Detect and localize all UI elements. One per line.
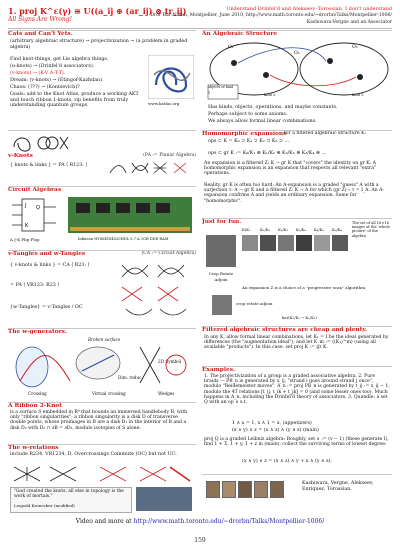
homo-lead: for a filtered algebraic structure K: xyxy=(284,131,367,136)
section-algebraic-structure xyxy=(202,30,392,131)
circuit-caption-2: Infineon HYS64T64020HDL-3.7-A 1GB DDR RAM xyxy=(78,237,169,241)
section-title: v-Tangles and w-Tangles xyxy=(8,251,86,257)
alg-label-0: O₁ xyxy=(228,45,234,50)
section-title: A Ribbon 2-Knot xyxy=(8,403,62,409)
homo-line-2: ops ⊂ gr K := K₀/K₁ ⊕ K₁/K₂ ⊕ K₂/K₃ ⊕ K₃/K₄ ⊕ … xyxy=(208,151,327,156)
ram-chip xyxy=(116,203,130,213)
alg-label-3: objects of kind 1 xyxy=(208,85,234,95)
homo-paragraph-1: An expansion is a filtered Z: K → gr K that "covers" the identity on gr K. A homomorphic expansion is an expansion that respects all relevant "extra" operations. xyxy=(204,161,377,177)
poster-subtitle: All Signs Are Wrong! xyxy=(8,16,72,23)
avatar xyxy=(238,481,252,498)
alg-label-1: O₂ xyxy=(294,51,300,56)
alg-label-2: O₃ xyxy=(352,45,358,50)
alg-label-5: kind 3 xyxy=(352,93,364,97)
poster xyxy=(8,6,392,514)
header-tagline: Understand Drinfel'd and Alekseev–Torossian, I don't understand xyxy=(226,6,392,12)
avatar xyxy=(222,481,236,498)
vtangles-line-2: = PA ⟨ VR123: R23 ⟩ xyxy=(10,283,60,288)
section-title: Cats and Can't Yets. xyxy=(8,31,73,37)
wgen-label-2: Dim. reduc. xyxy=(118,375,143,380)
section-vtangles xyxy=(8,250,196,329)
section-title: Just for fun. xyxy=(202,219,242,225)
knot-diagrams-icon xyxy=(10,133,70,153)
right-column xyxy=(202,30,392,514)
credits-text: Kashiwara, Vergne, Alekseev, Enriquez, Torossian. xyxy=(302,481,374,492)
homo-paragraph-2: Reality. gr K is often too hard. An A-expansion is a graded "guess" A with a surjection τ: A → gr K and a filtered Z: K → A for which (gr Z) ∘ τ = I_A. An A-expansion confirms A and yields an ordinary expansion. Same for "homomorphic". xyxy=(204,183,385,204)
fun-label-2: K₂/K₃ xyxy=(278,227,288,232)
fun-caption: An expansion Z is a choice of a "progressive scan" algorithm. xyxy=(242,285,367,290)
section-homomorphic-expansions xyxy=(202,130,392,219)
circuit-caption-1: A J-K Flip Flop xyxy=(10,237,40,242)
photo-scale-3 xyxy=(278,235,294,251)
photo-scale-1 xyxy=(242,235,258,251)
photo-scale-6 xyxy=(332,235,348,251)
knot-atlas-logo-icon xyxy=(148,55,194,99)
wgen-label-1: 2D Symbol xyxy=(158,359,182,364)
ram-chip xyxy=(136,203,150,213)
cats-line-0: (arbitrary algebraic structure) → projectivization → (a problem in graded algebra) xyxy=(10,39,188,50)
quote-author: Leopold Kronecker (modified) xyxy=(14,503,75,508)
poster-header xyxy=(8,6,392,29)
photo-cropped xyxy=(212,295,232,315)
alg-bullet-1: Perhaps subject to some axioms. xyxy=(208,112,288,117)
cats-line-2: (u-knots) → (Drinfel'd associators). xyxy=(10,64,95,69)
fun-label-1: K₁/K₂ xyxy=(260,227,270,232)
section-title: The w-generators. xyxy=(8,329,67,335)
kronecker-photo xyxy=(136,487,192,511)
ram-chip xyxy=(96,203,110,213)
w-generators-figure-icon xyxy=(10,337,194,393)
section-cats xyxy=(8,30,196,131)
wgen-label-3: Crossing xyxy=(28,391,47,396)
photo-scale-4 xyxy=(296,235,312,251)
fun-label-0: K/K₁ xyxy=(242,227,251,232)
section-title: An Algebraic Structure xyxy=(202,31,278,37)
quandle-line-1: (x ∧ y) ∧ z = (x ∧ z) ∧ (y ∧ z) (main) xyxy=(232,428,319,433)
section-title: Filtered algebraic structures are cheap and plenty. xyxy=(202,327,368,333)
avatar xyxy=(206,481,220,498)
cats-line-6: Goals: add to the Knot Atlas, produce a working AKT and touch ribbon 1-knots, rip benefits from truly understanding quantum groups. xyxy=(10,92,139,109)
header-author-line: Dror Bar-Natan, Montpellier, June 2010, http://www.math.toronto.edu/~drorbn/Talks/Montpellier-1006/ xyxy=(150,13,392,18)
section-ribbon xyxy=(8,402,196,445)
section-circuit xyxy=(8,186,196,251)
fun-label-7: crop rotate adjoin xyxy=(236,301,273,306)
section-wgenerators xyxy=(8,328,196,403)
overcrossings-commute-icon xyxy=(10,463,194,485)
svg-text:J: J xyxy=(25,203,27,209)
fun-note: The set of all 16×16 images of the ‘whole picture’ of the algebra xyxy=(352,221,390,238)
footer xyxy=(0,518,400,525)
section-note: (PA := Planar Algebra) xyxy=(143,153,196,158)
ribbon-text: is a surface S embedded in R⁴ that bounds an immersed handlebody B, with only "ribbon singularities"; a ribbon singularity is a disk D of transverse double points, whose preimages in B are a disk D₁ in the interior of B and a disk D₂ with D₂ ∩ ∂B = ∂D₂, modulo isotopies of S alone. xyxy=(10,410,188,431)
homo-line-1: ops ⊂ K = K₀ ⊃ K₁ ⊃ K₂ ⊃ K₃ ⊃ … xyxy=(208,139,290,144)
photo-scale-2 xyxy=(260,235,276,251)
svg-text:K: K xyxy=(25,223,29,229)
section-title: Examples. xyxy=(202,367,235,373)
footer-video-link[interactable]: http://www.math.toronto.edu/~drorbn/Talks/Montpellier-1006/ xyxy=(133,518,325,525)
flip-flop-diagram-icon xyxy=(10,195,58,235)
avatar xyxy=(254,481,268,498)
reidemeister-moves-icon xyxy=(108,161,192,175)
section-title: Circuit Algebras xyxy=(8,187,62,193)
section-examples xyxy=(202,366,392,475)
vknots-formula: { knots & links } = PA ⟨ R123: ⟩ xyxy=(10,163,88,168)
left-column xyxy=(8,30,196,514)
fun-label-6: Crop Rotate Adjoin xyxy=(208,271,234,282)
page-number: 159 xyxy=(194,537,206,544)
quandle-text: proj Q is a graded Leibniz algebra: Roughly, set ∨ := (v − 1) (these generate I), find 1 + Σ, 1 + y, 1 + z in (main), collect the surviving terms of lowest degree: xyxy=(204,437,389,448)
cats-line-5: Chaos: (???) → (Kontsevich)? xyxy=(10,85,80,90)
knot-atlas-url[interactable]: www.katlas.org xyxy=(148,101,180,106)
poster-title: 1. proj K^ε(γ) ≅ U((a_ij ⊕ (ar_ij) ⊗ tr_ij) xyxy=(8,6,187,16)
wgen-label-5: Wedges xyxy=(158,391,175,396)
alg-bullet-2: We always allow formal linear combinations. xyxy=(208,119,317,124)
fun-label-3: K₃/K₄ xyxy=(296,227,306,232)
ram-contacts xyxy=(70,227,190,231)
examples-text: 1. The projectivization of a group is a graded associative algebra. 2. Pure braids — PB_n is generated by x_ij, "strand i goes around strand j once", modulo "Reidemeister moves". A_n := proj PB_n is generated by t_ij := x_ij − 1, modulo the 4T relations [t_ij, t_ik + t_jk] = 0 (and some lesser ones too). Much happens in A_n, including the Drinfel'd theory of associators. 3. Quandle: a set Q with an op ∧ s.t. xyxy=(204,374,390,406)
section-title: v-Knots xyxy=(8,153,33,159)
section-note: (CA := Circuit Algebra) xyxy=(141,251,196,256)
vtangles-line-1: { v-knots & links } = CA ⟨ R23: ⟩ xyxy=(10,263,90,268)
alg-label-4: kind 2 xyxy=(264,93,276,97)
photo-scale-5 xyxy=(314,235,330,251)
photo-full xyxy=(206,235,236,267)
section-credits xyxy=(202,474,392,514)
section-just-for-fun xyxy=(202,218,392,327)
quote-text: "God created the knots, all else in topology is the work of mortals." xyxy=(14,489,124,499)
cats-line-3: (v-knots) → (K-V A-T-T). xyxy=(10,71,66,76)
avatar xyxy=(270,481,284,498)
wgen-label-0: Broken surface xyxy=(88,337,121,342)
wgen-label-4: Virtual crossing xyxy=(92,391,126,396)
section-filtered xyxy=(202,326,392,367)
fun-label-8: ker(K₁/K₂ → K₀/K₁) xyxy=(282,315,317,320)
alg-bullet-0: Has kinds, objects, operations, and maybe constants. xyxy=(208,105,338,110)
svg-text:Q: Q xyxy=(36,205,40,211)
ram-chip xyxy=(76,203,90,213)
quandle-line-0: 1 ∧ x = 1, x ∧ 1 = x, (appetizers) xyxy=(232,421,312,426)
header-third-line: Kashiwara-Vergne and an Associator xyxy=(306,20,392,25)
filtered-text: In any K, allow formal linear combinations, let K₁ = I be the ideal generated by differences (the "augmentation ideal"), and let K_m := ⟨(K₁)^m⟩ (using all available "products"). In this case, set proj K := gr K. xyxy=(204,335,389,351)
vtangles-line-3: {w-Tangles} = v-Tangles / OC xyxy=(10,305,83,310)
fun-label-5: K₅/K₆ xyxy=(332,227,342,232)
cats-line-1: Find knot-things, get Lie algebra things. xyxy=(10,57,109,62)
section-wrelations xyxy=(8,444,196,514)
quandle-final: (x ∧ y) ∧ z = (x ∧ z) ∧ y + x ∧ (y ∧ z). xyxy=(242,459,333,464)
section-title: Homomorphic expansions xyxy=(202,131,287,137)
fun-label-4: K₄/K₅ xyxy=(314,227,324,232)
footer-prefix: Video and more at xyxy=(75,518,134,525)
ram-chip xyxy=(156,203,170,213)
cats-line-4: Dream: (v-knots) → (Etingof-Kazhdan). xyxy=(10,78,104,83)
section-vknots xyxy=(8,130,196,187)
section-title: The w-relations xyxy=(8,445,59,451)
tangle-relations-icon xyxy=(118,261,192,321)
wrel-text: include R234, VR1234, D, Overcrossings Commute (OC) but not UC: xyxy=(10,452,177,457)
